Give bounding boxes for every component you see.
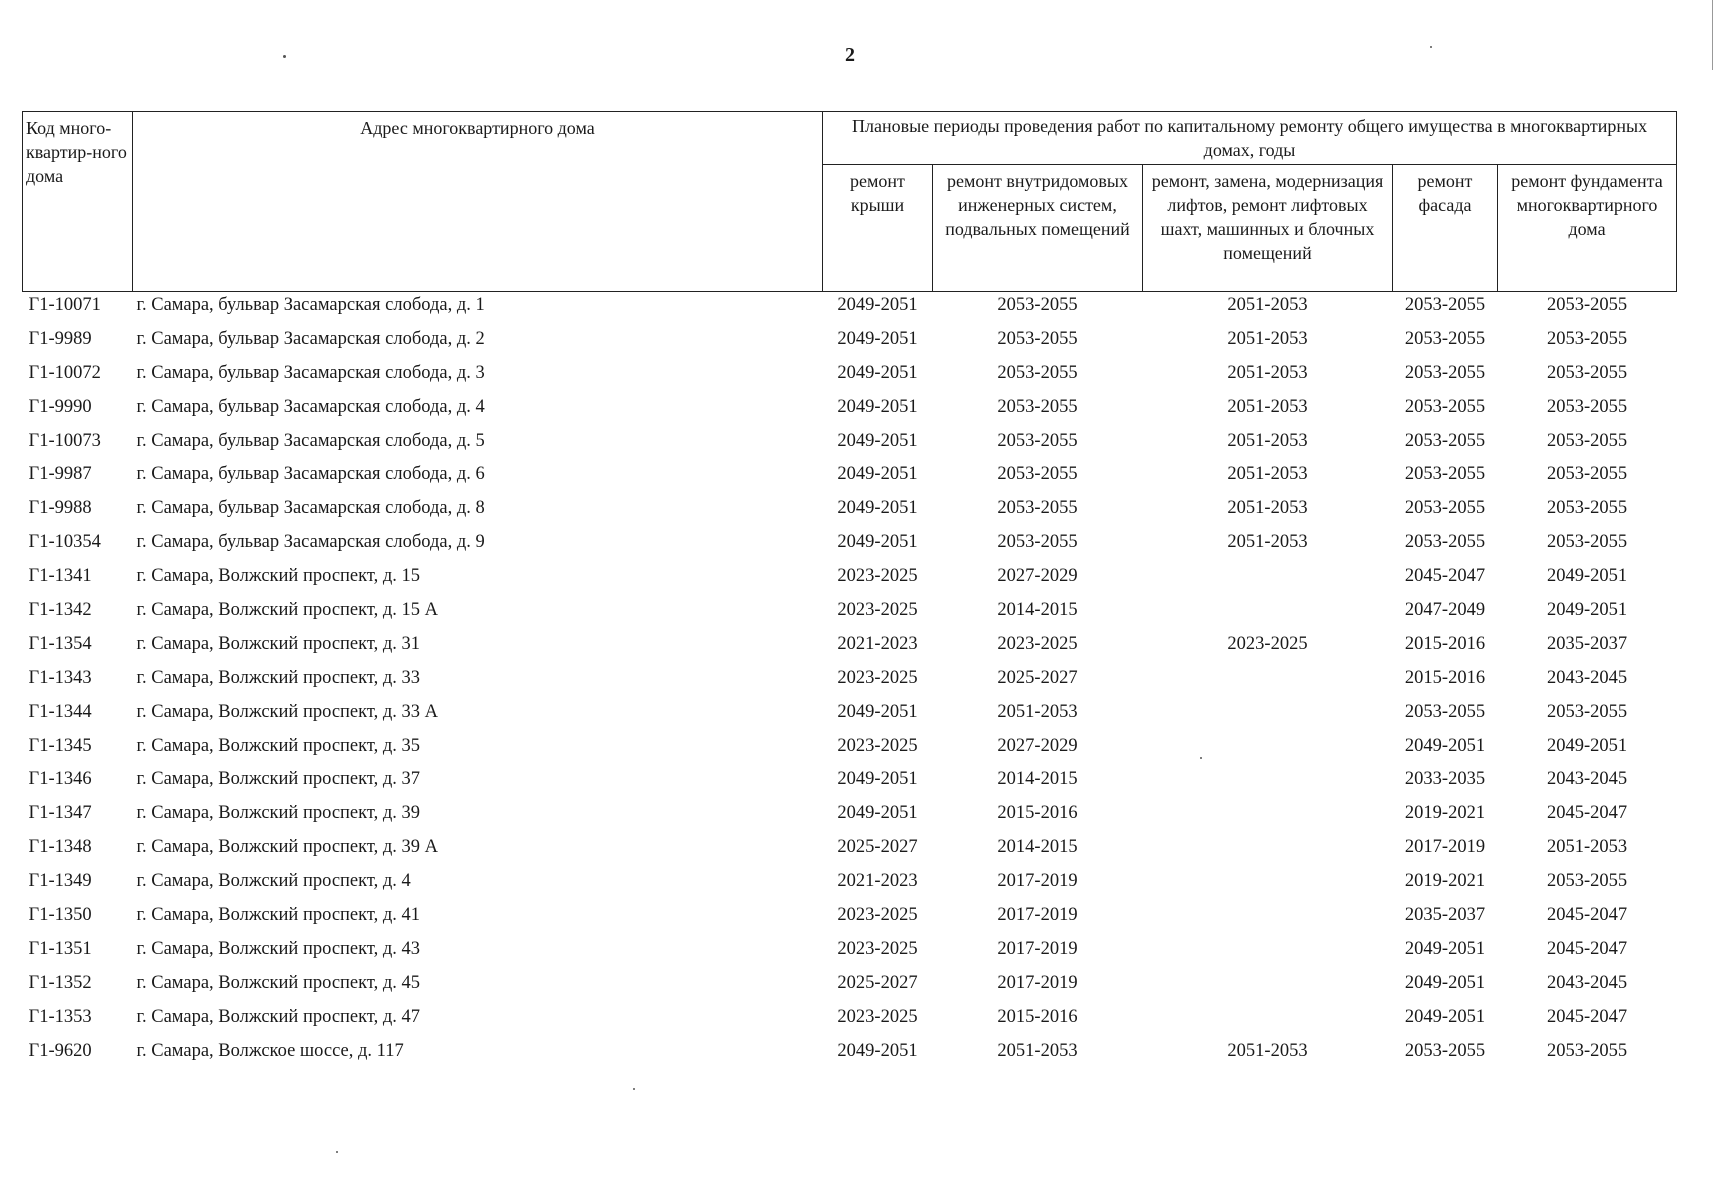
cell-lifts	[1143, 563, 1393, 597]
cell-foundation: 2049-2051	[1546, 735, 1628, 756]
cell-lifts	[1143, 800, 1393, 834]
cell-foundation: 2043-2045	[1546, 667, 1628, 688]
table-row	[23, 292, 1677, 326]
cell-address: г. Самара, Волжский проспект, д. 45	[136, 972, 420, 993]
cell-engineering: 2051-2053	[997, 701, 1078, 722]
cell-address: г. Самара, Волжский проспект, д. 47	[136, 1006, 420, 1027]
cell-lifts	[1143, 902, 1393, 936]
table-row	[23, 766, 1677, 800]
scan-speck	[633, 1088, 635, 1090]
cell-foundation: 2045-2047	[1546, 938, 1628, 959]
cell-lifts: 2051-2053	[1227, 498, 1308, 519]
cell-roof: 2021-2023	[837, 633, 918, 654]
cell-lifts	[1143, 1004, 1393, 1038]
table-row	[23, 461, 1677, 495]
cell-facade: 2033-2035	[1404, 769, 1486, 790]
cell-engineering: 2027-2029	[997, 566, 1078, 587]
cell-roof: 2023-2025	[837, 905, 918, 926]
cell-code: Г1-1343	[28, 667, 92, 688]
cell-foundation: 2043-2045	[1546, 972, 1628, 993]
cell-lifts	[1143, 834, 1393, 868]
cell-code: Г1-1353	[28, 1006, 92, 1027]
cell-address: г. Самара, бульвар Засамарская слобода, д. 6	[136, 464, 485, 485]
cell-address: г. Самара, бульвар Засамарская слобода, д. 5	[136, 430, 485, 451]
cell-facade: 2047-2049	[1404, 600, 1486, 621]
table-row	[23, 834, 1677, 868]
cell-roof: 2049-2051	[837, 1040, 918, 1061]
cell-facade: 2053-2055	[1404, 362, 1486, 383]
cell-roof: 2021-2023	[837, 871, 918, 892]
cell-roof: 2025-2027	[837, 837, 918, 858]
cell-address: г. Самара, Волжский проспект, д. 39	[136, 803, 420, 824]
table-row	[23, 360, 1677, 394]
table-row	[23, 529, 1677, 563]
cell-facade: 2015-2016	[1404, 667, 1486, 688]
cell-foundation: 2043-2045	[1546, 769, 1628, 790]
cell-lifts	[1143, 597, 1393, 631]
cell-facade: 2049-2051	[1404, 938, 1486, 959]
cell-facade: 2053-2055	[1404, 464, 1486, 485]
cell-address: г. Самара, Волжский проспект, д. 15	[136, 566, 420, 587]
cell-foundation: 2053-2055	[1546, 701, 1628, 722]
cell-code: Г1-9988	[28, 498, 92, 519]
cell-roof: 2025-2027	[837, 972, 918, 993]
cell-address: г. Самара, Волжский проспект, д. 41	[136, 905, 420, 926]
cell-roof: 2049-2051	[837, 396, 918, 417]
table-row	[23, 326, 1677, 360]
header-engineering: ремонт внутридомовых инженерных систем, подвальных помещений	[933, 165, 1143, 292]
cell-foundation: 2053-2055	[1546, 328, 1628, 349]
cell-address: г. Самара, бульвар Засамарская слобода, д. 4	[136, 396, 485, 417]
table-row	[23, 631, 1677, 665]
cell-address: г. Самара, Волжский проспект, д. 39 А	[136, 837, 438, 858]
cell-code: Г1-1348	[28, 837, 92, 858]
cell-facade: 2049-2051	[1404, 972, 1486, 993]
cell-engineering: 2053-2055	[997, 498, 1078, 519]
cell-code: Г1-1347	[28, 803, 92, 824]
table-row	[23, 902, 1677, 936]
cell-address: г. Самара, Волжский проспект, д. 35	[136, 735, 420, 756]
cell-lifts: 2051-2053	[1227, 362, 1308, 383]
cell-lifts: 2051-2053	[1227, 430, 1308, 451]
cell-roof: 2049-2051	[837, 295, 918, 315]
cell-code: Г1-1345	[28, 735, 92, 756]
header-address: Адрес многоквартирного дома	[133, 112, 823, 292]
header-periods-group: Плановые периоды проведения работ по капитальному ремонту общего имущества в многоквартирных домах, годы	[823, 112, 1677, 165]
cell-lifts	[1143, 699, 1393, 733]
cell-engineering: 2023-2025	[997, 633, 1078, 654]
table-row	[23, 800, 1677, 834]
cell-facade: 2053-2055	[1404, 430, 1486, 451]
table-row	[23, 597, 1677, 631]
cell-engineering: 2017-2019	[997, 938, 1078, 959]
cell-foundation: 2053-2055	[1546, 532, 1628, 553]
cell-roof: 2049-2051	[837, 362, 918, 383]
cell-roof: 2049-2051	[837, 430, 918, 451]
scan-speck	[1200, 757, 1202, 759]
cell-code: Г1-10072	[28, 362, 101, 383]
cell-address: г. Самара, бульвар Засамарская слобода, д. 3	[136, 362, 485, 383]
cell-engineering: 2014-2015	[997, 769, 1078, 790]
cell-foundation: 2035-2037	[1546, 633, 1628, 654]
cell-facade: 2053-2055	[1404, 532, 1486, 553]
table-body	[23, 292, 1677, 1072]
cell-foundation: 2053-2055	[1546, 498, 1628, 519]
cell-code: Г1-1354	[28, 633, 92, 654]
scan-edge-line	[1712, 0, 1713, 70]
cell-lifts: 2051-2053	[1227, 328, 1308, 349]
header-roof: ремонт крыши	[823, 165, 933, 292]
header-facade: ремонт фасада	[1393, 165, 1498, 292]
cell-code: Г1-1346	[28, 769, 92, 790]
cell-engineering: 2053-2055	[997, 328, 1078, 349]
cell-engineering: 2015-2016	[997, 1006, 1078, 1027]
header-code: Код много-квартир-ного дома	[23, 112, 133, 292]
cell-facade: 2053-2055	[1404, 498, 1486, 519]
table-row	[23, 936, 1677, 970]
cell-foundation: 2049-2051	[1546, 600, 1628, 621]
table-row	[23, 1038, 1677, 1072]
cell-foundation: 2053-2055	[1546, 430, 1628, 451]
header-foundation: ремонт фундамента многоквартирного дома	[1498, 165, 1677, 292]
cell-roof: 2049-2051	[837, 328, 918, 349]
cell-address: г. Самара, Волжский проспект, д. 4	[136, 871, 411, 892]
cell-lifts: 2051-2053	[1227, 1040, 1308, 1061]
cell-facade: 2019-2021	[1404, 871, 1486, 892]
cell-roof: 2023-2025	[837, 735, 918, 756]
cell-lifts	[1143, 665, 1393, 699]
cell-foundation: 2053-2055	[1546, 396, 1628, 417]
cell-foundation: 2053-2055	[1546, 1040, 1628, 1061]
cell-facade: 2049-2051	[1404, 1006, 1486, 1027]
cell-facade: 2053-2055	[1404, 328, 1486, 349]
cell-roof: 2049-2051	[837, 803, 918, 824]
table-row	[23, 868, 1677, 902]
cell-engineering: 2053-2055	[997, 464, 1078, 485]
scan-speck	[336, 1151, 338, 1153]
cell-facade: 2049-2051	[1404, 735, 1486, 756]
cell-engineering: 2027-2029	[997, 735, 1078, 756]
cell-engineering: 2014-2015	[997, 600, 1078, 621]
cell-address: г. Самара, бульвар Засамарская слобода, д. 8	[136, 498, 485, 519]
cell-foundation: 2053-2055	[1546, 464, 1628, 485]
cell-roof: 2049-2051	[837, 769, 918, 790]
table-row	[23, 563, 1677, 597]
cell-roof: 2049-2051	[837, 701, 918, 722]
cell-engineering: 2015-2016	[997, 803, 1078, 824]
scan-speck	[1430, 46, 1432, 48]
cell-foundation: 2053-2055	[1546, 362, 1628, 383]
cell-facade: 2053-2055	[1404, 1040, 1486, 1061]
cell-address: г. Самара, Волжский проспект, д. 33	[136, 667, 420, 688]
cell-lifts: 2051-2053	[1227, 295, 1308, 315]
cell-roof: 2049-2051	[837, 464, 918, 485]
cell-lifts	[1143, 733, 1393, 767]
cell-code: Г1-10071	[28, 295, 101, 315]
cell-foundation: 2045-2047	[1546, 1006, 1628, 1027]
cell-foundation: 2045-2047	[1546, 803, 1628, 824]
scan-speck	[283, 55, 286, 58]
table-row	[23, 665, 1677, 699]
cell-roof: 2049-2051	[837, 498, 918, 519]
cell-code: Г1-1344	[28, 701, 92, 722]
cell-code: Г1-1341	[28, 566, 92, 587]
cell-lifts	[1143, 936, 1393, 970]
table-row	[23, 394, 1677, 428]
cell-code: Г1-9989	[28, 328, 92, 349]
cell-engineering: 2053-2055	[997, 362, 1078, 383]
cell-lifts: 2051-2053	[1227, 532, 1308, 553]
cell-roof: 2023-2025	[837, 1006, 918, 1027]
cell-code: Г1-9987	[28, 464, 92, 485]
cell-roof: 2023-2025	[837, 566, 918, 587]
cell-facade: 2053-2055	[1404, 396, 1486, 417]
cell-lifts	[1143, 970, 1393, 1004]
cell-facade: 2053-2055	[1404, 295, 1486, 315]
table-row	[23, 970, 1677, 1004]
table-row	[23, 495, 1677, 529]
cell-engineering: 2025-2027	[997, 667, 1078, 688]
cell-roof: 2023-2025	[837, 600, 918, 621]
cell-facade: 2053-2055	[1404, 701, 1486, 722]
cell-code: Г1-1342	[28, 600, 92, 621]
cell-code: Г1-9990	[28, 396, 92, 417]
table-row	[23, 699, 1677, 733]
cell-address: г. Самара, Волжский проспект, д. 37	[136, 769, 420, 790]
cell-foundation: 2053-2055	[1546, 871, 1628, 892]
cell-address: г. Самара, Волжский проспект, д. 43	[136, 938, 420, 959]
cell-code: Г1-1349	[28, 871, 92, 892]
cell-facade: 2015-2016	[1404, 633, 1486, 654]
cell-roof: 2023-2025	[837, 667, 918, 688]
cell-lifts: 2051-2053	[1227, 464, 1308, 485]
cell-address: г. Самара, бульвар Засамарская слобода, д. 2	[136, 328, 485, 349]
table-row	[23, 428, 1677, 462]
cell-engineering: 2051-2053	[997, 1040, 1078, 1061]
cell-foundation: 2053-2055	[1546, 295, 1628, 315]
cell-code: Г1-1352	[28, 972, 92, 993]
cell-engineering: 2017-2019	[997, 972, 1078, 993]
page-number: 2	[845, 44, 855, 66]
cell-address: г. Самара, Волжский проспект, д. 15 А	[136, 600, 438, 621]
cell-facade: 2019-2021	[1404, 803, 1486, 824]
cell-lifts	[1143, 868, 1393, 902]
cell-engineering: 2053-2055	[997, 295, 1078, 315]
cell-engineering: 2053-2055	[997, 532, 1078, 553]
capital-repair-schedule-table	[22, 111, 1677, 1071]
cell-facade: 2017-2019	[1404, 837, 1486, 858]
cell-engineering: 2017-2019	[997, 871, 1078, 892]
cell-address: г. Самара, Волжское шоссе, д. 117	[136, 1040, 404, 1061]
cell-lifts: 2051-2053	[1227, 396, 1308, 417]
header-lifts: ремонт, замена, модернизация лифтов, ремонт лифтовых шахт, машинных и блочных помещений	[1143, 165, 1393, 292]
cell-engineering: 2053-2055	[997, 396, 1078, 417]
cell-code: Г1-10354	[28, 532, 101, 553]
cell-lifts	[1143, 766, 1393, 800]
cell-lifts: 2023-2025	[1227, 633, 1308, 654]
cell-code: Г1-1351	[28, 938, 92, 959]
cell-foundation: 2049-2051	[1546, 566, 1628, 587]
cell-address: г. Самара, бульвар Засамарская слобода, д. 9	[136, 532, 485, 553]
cell-foundation: 2045-2047	[1546, 905, 1628, 926]
table-row	[23, 1004, 1677, 1038]
cell-roof: 2049-2051	[837, 532, 918, 553]
cell-address: г. Самара, Волжский проспект, д. 31	[136, 633, 420, 654]
cell-facade: 2035-2037	[1404, 905, 1486, 926]
cell-engineering: 2014-2015	[997, 837, 1078, 858]
cell-code: Г1-1350	[28, 905, 92, 926]
cell-code: Г1-9620	[28, 1040, 92, 1061]
cell-code: Г1-10073	[28, 430, 101, 451]
cell-address: г. Самара, Волжский проспект, д. 33 А	[136, 701, 438, 722]
cell-engineering: 2017-2019	[997, 905, 1078, 926]
cell-address: г. Самара, бульвар Засамарская слобода, д. 1	[136, 295, 485, 315]
cell-facade: 2045-2047	[1404, 566, 1486, 587]
cell-engineering: 2053-2055	[997, 430, 1078, 451]
table-row	[23, 733, 1677, 767]
cell-foundation: 2051-2053	[1546, 837, 1628, 858]
cell-roof: 2023-2025	[837, 938, 918, 959]
